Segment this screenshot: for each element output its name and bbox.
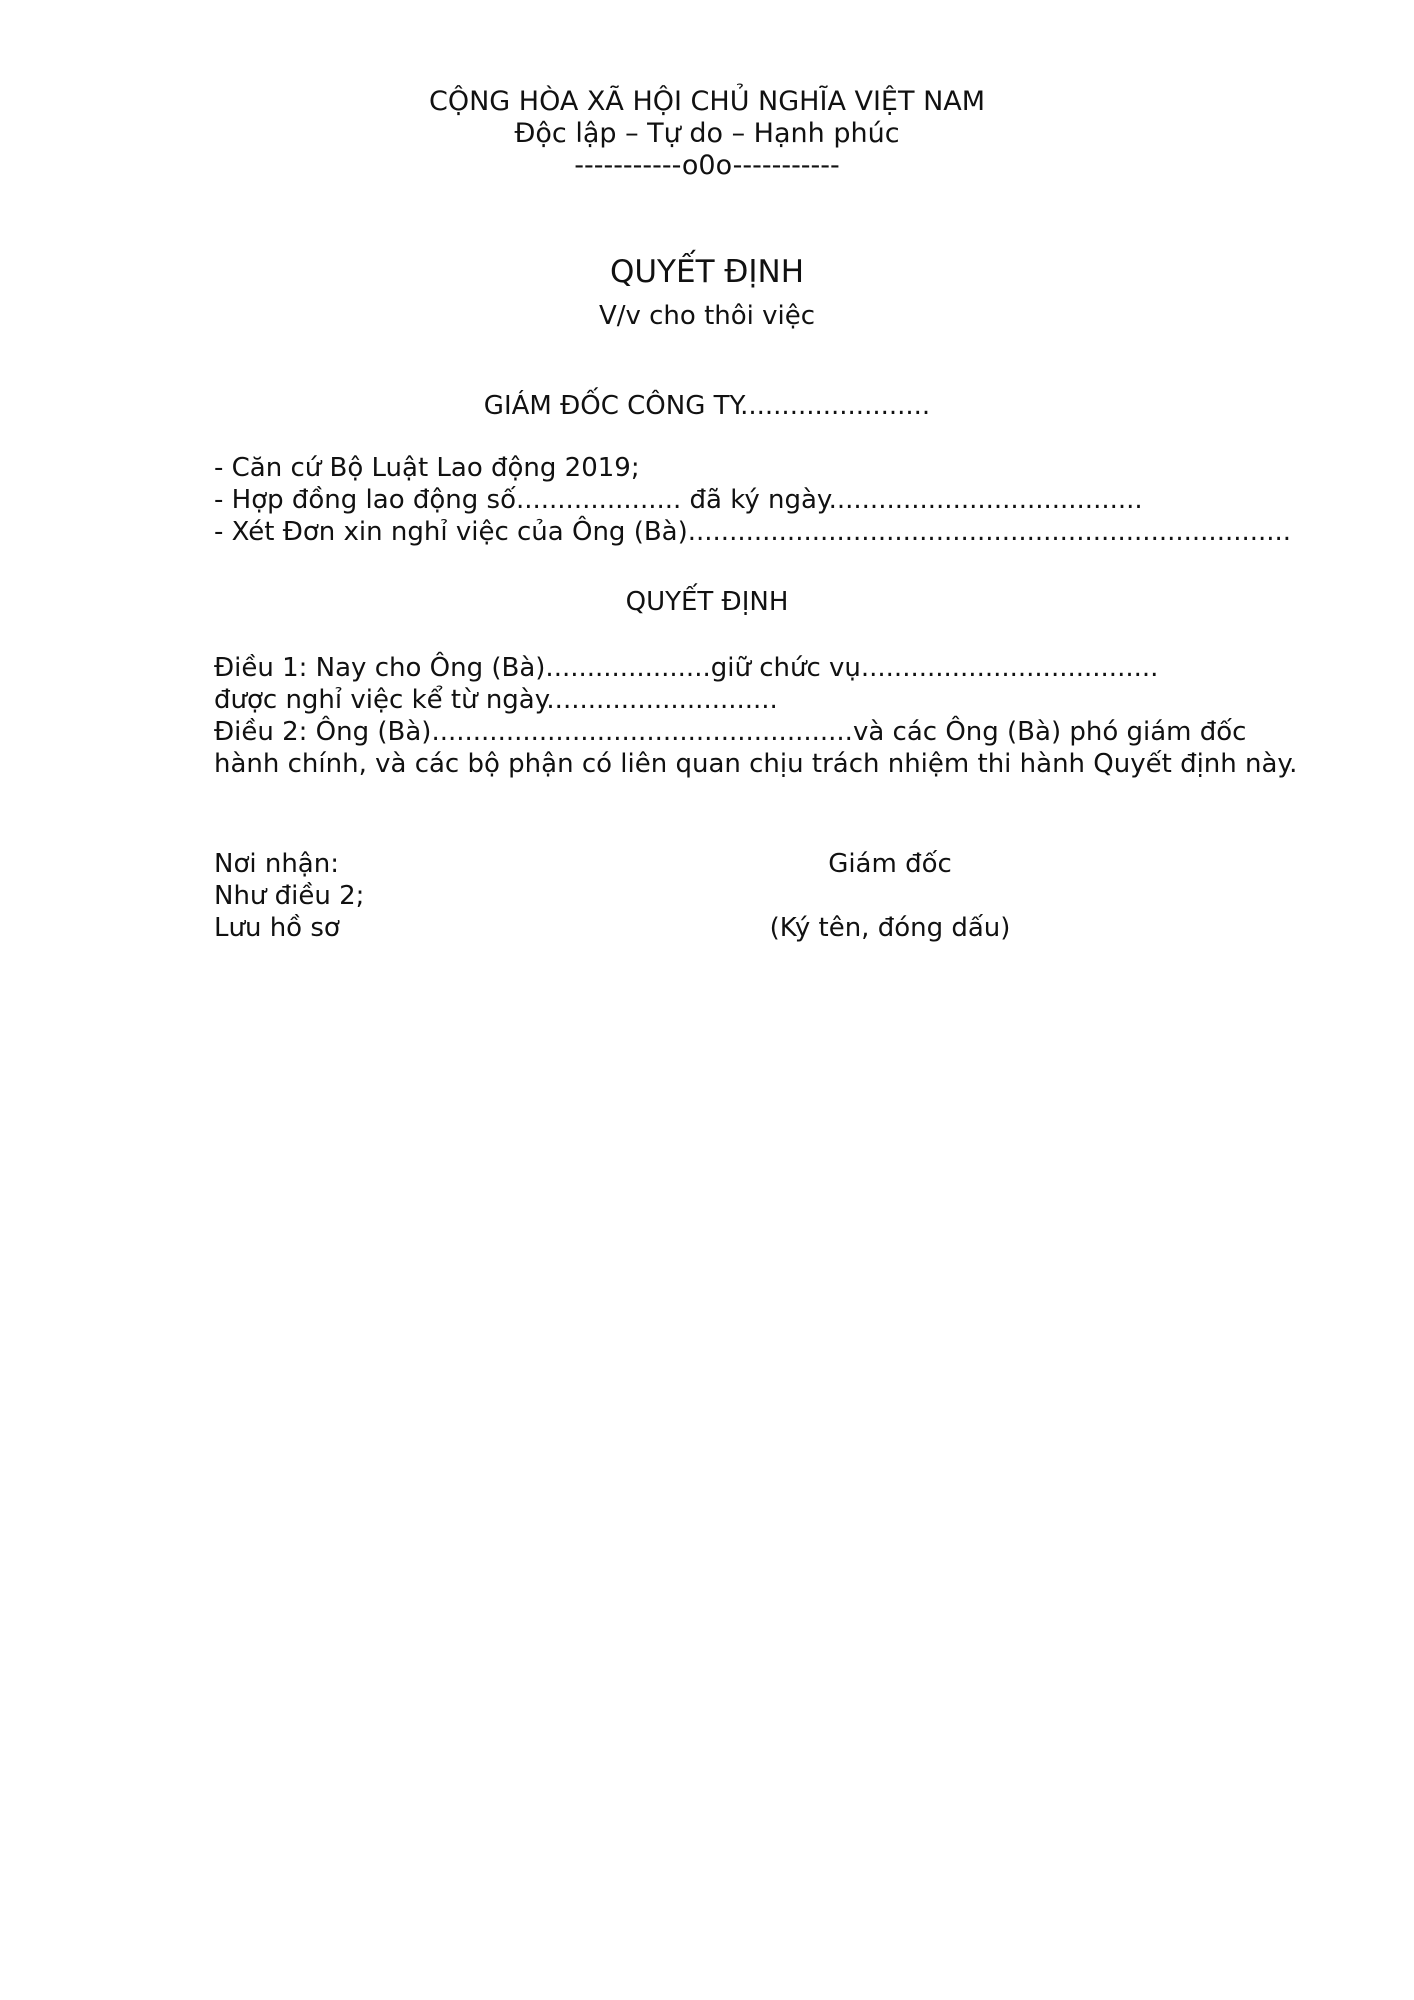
document-title [0,254,1414,332]
signer-title: Giám đốc [828,849,952,879]
recipient-item: Lưu hồ sơ [214,913,340,943]
decision-heading [0,586,1414,618]
recipients-block [214,848,714,944]
signature-block [740,848,1040,944]
issuer-line: GIÁM ĐỐC CÔNG TY....................... [483,391,931,421]
basis-item: - Hợp đồng lao động số.................... đã ký ngày...................................... [214,485,1143,515]
article-line: được nghỉ việc kể từ ngày............................ [214,685,778,715]
recipients-label: Nơi nhận: [214,849,339,879]
legal-basis [214,452,1314,548]
article-line: Điều 2: Ông (Bà)...................................................và các Ông (Bà) phó giám đốc [214,717,1247,747]
national-motto: Độc lập – Tự do – Hạnh phúc [514,118,900,149]
articles [214,652,1334,780]
basis-item: - Xét Đơn xin nghỉ việc của Ông (Bà)......................................................................... [214,517,1292,547]
signature-note: (Ký tên, đóng dấu) [769,913,1011,943]
title-subject: V/v cho thôi việc [598,301,816,331]
article-line: hành chính, và các bộ phận có liên quan chịu trách nhiệm thi hành Quyết định này. [214,749,1298,779]
issuer-heading [0,390,1414,422]
header-separator: -----------o0o----------- [574,150,840,181]
title-main: QUYẾT ĐỊNH [609,254,805,290]
recipient-item: Như điều 2; [214,881,365,911]
basis-item: - Căn cứ Bộ Luật Lao động 2019; [214,453,640,483]
decision-heading-text: QUYẾT ĐỊNH [625,587,789,617]
country-name: CỘNG HÒA XÃ HỘI CHỦ NGHĨA VIỆT NAM [428,86,986,117]
national-header [0,86,1414,182]
article-line: Điều 1: Nay cho Ông (Bà)....................giữ chức vụ.................................... [214,653,1159,683]
